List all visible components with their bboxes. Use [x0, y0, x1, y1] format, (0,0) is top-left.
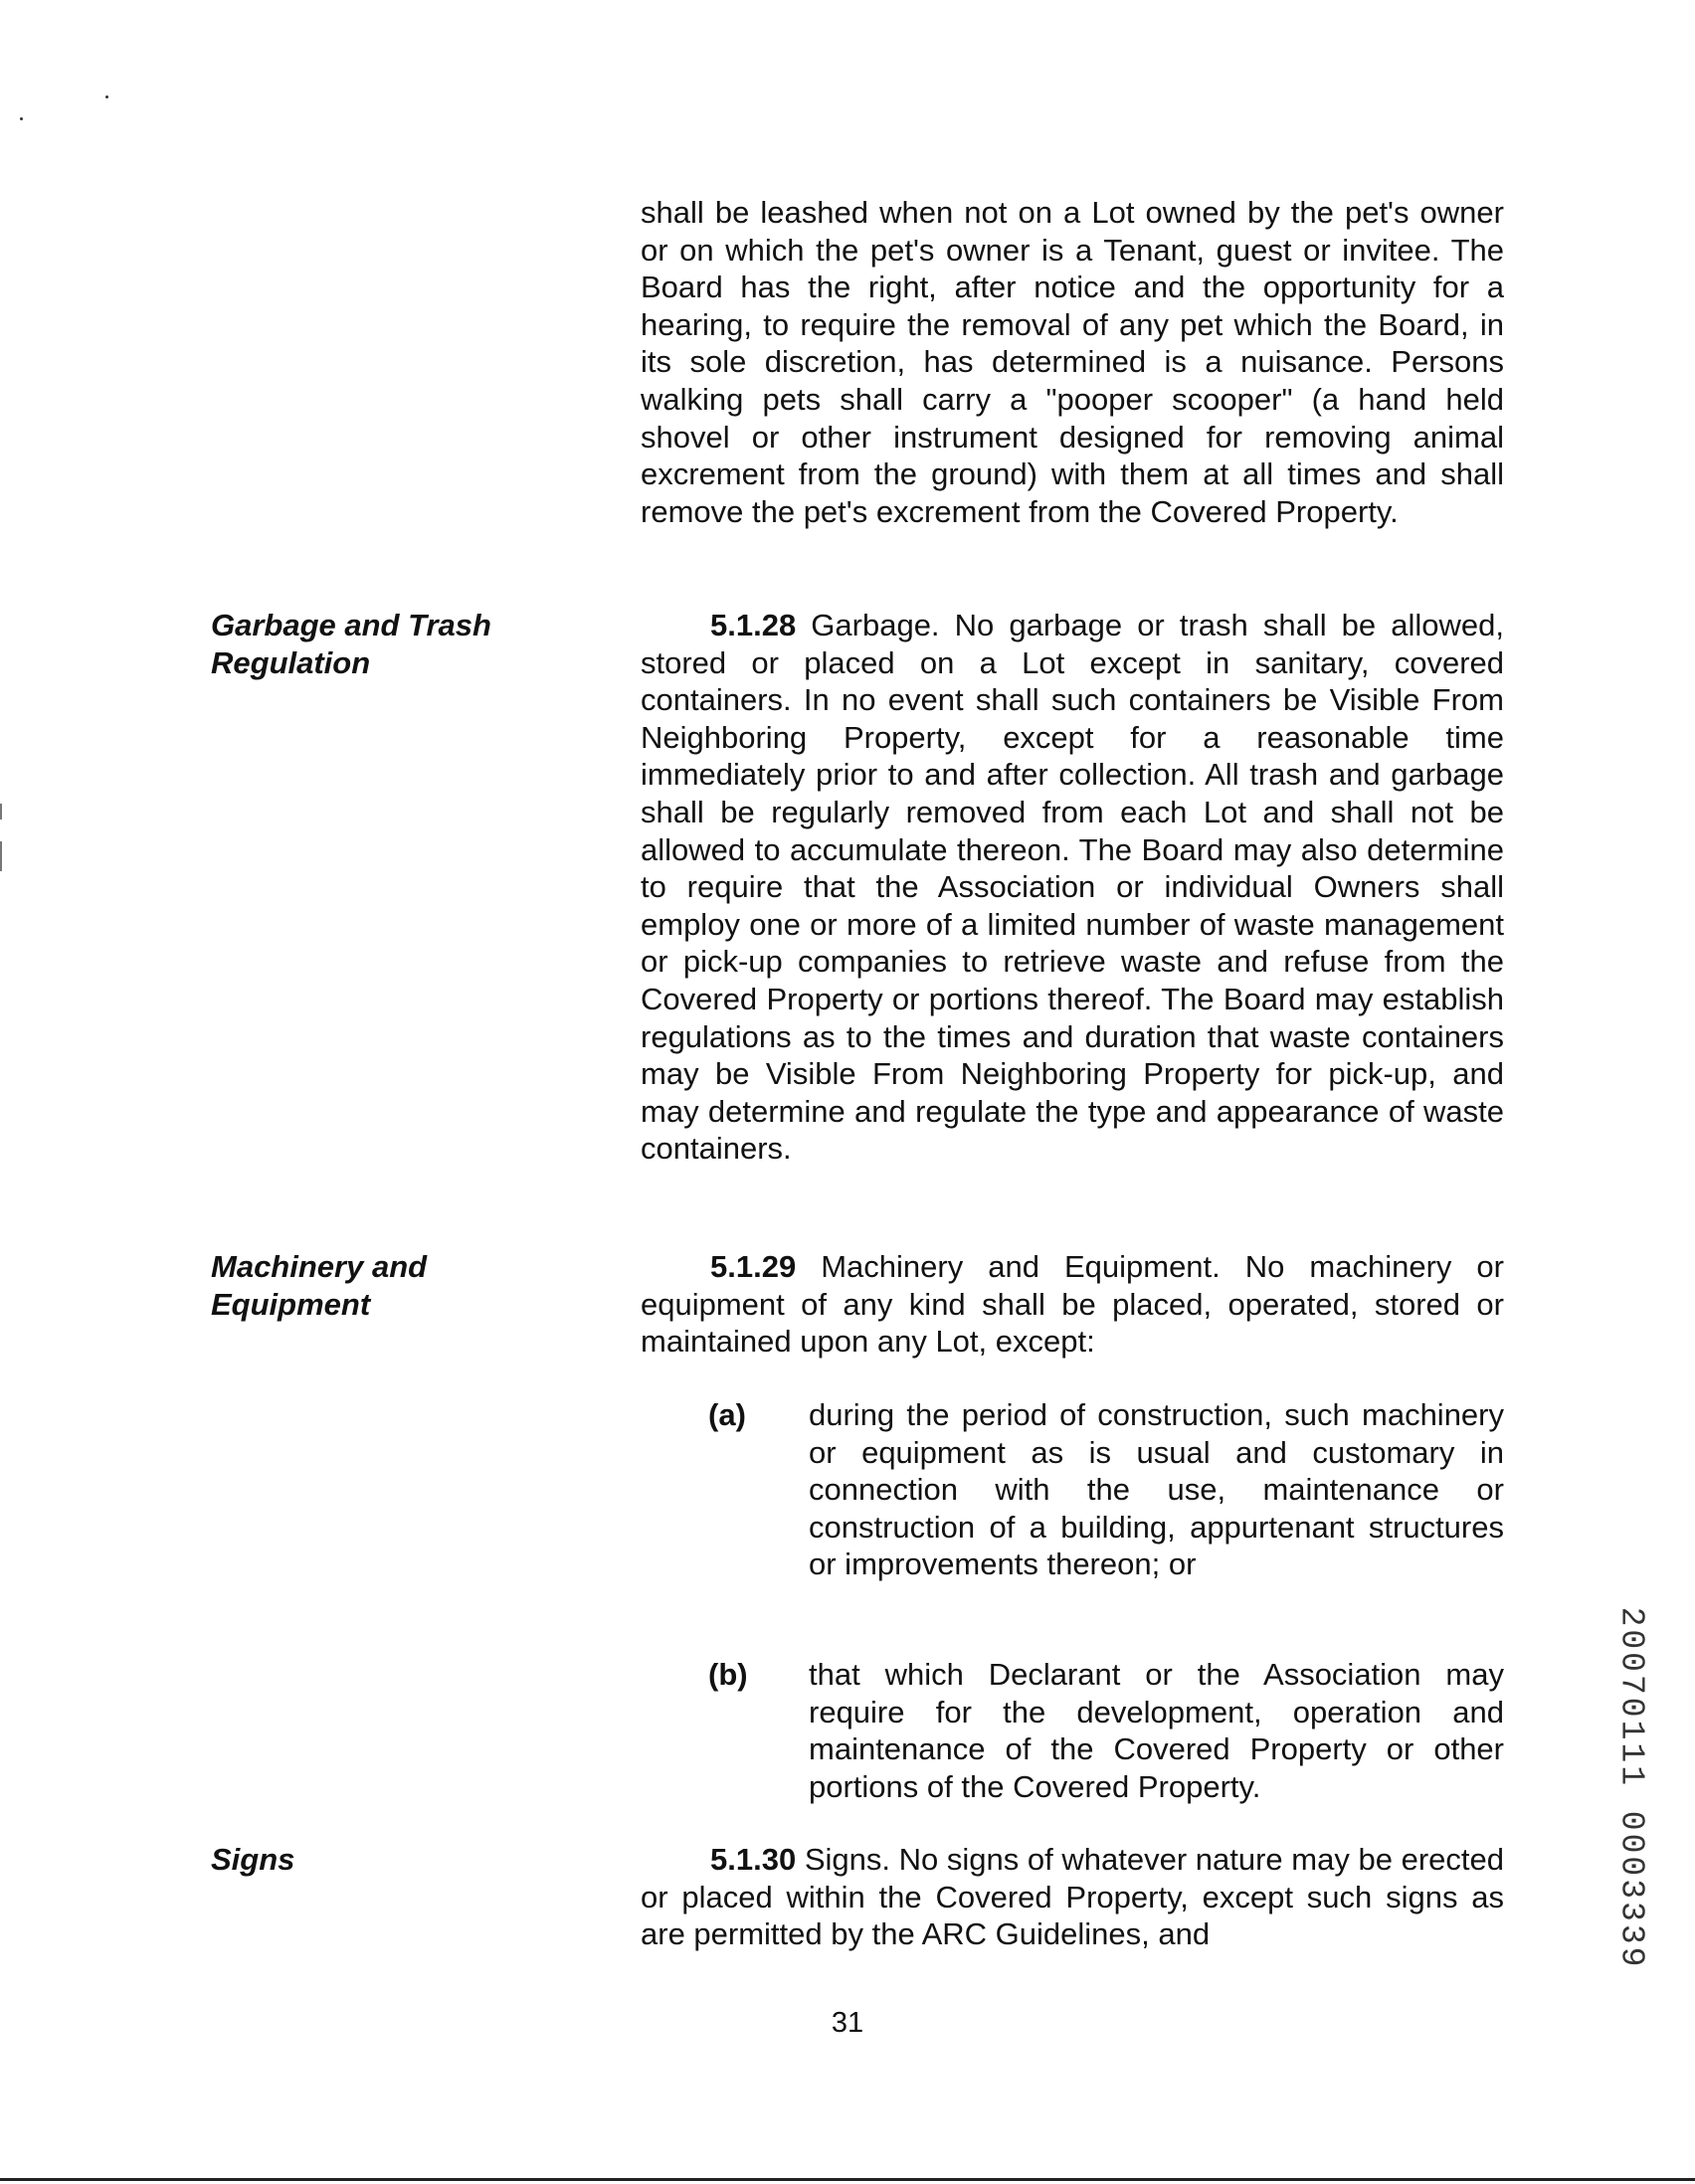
signs-section — [641, 1841, 1504, 1953]
page-number: 31 — [831, 2007, 864, 2039]
recording-stamp — [1592, 1606, 1671, 1970]
machinery-section — [641, 1248, 1504, 1361]
section-number: 5.1.28 — [710, 608, 797, 642]
stamp-text: 20070111 0003339 — [1612, 1606, 1650, 1970]
machinery-side-heading: Machinery and Equipment — [211, 1249, 428, 1322]
item-label: (b) — [708, 1657, 748, 1692]
scan-edge-mark — [0, 804, 2, 819]
scan-speck — [20, 117, 23, 120]
section-text: Machinery and Equipment. No machinery or equipment of any kind shall be placed, operated, stored or maintained upon any Lot, except: — [641, 1249, 1504, 1360]
item-text: during the period of construction, such machinery or equipment as is usual and customary in connection with the use, maintenance or construction of a building, appurtenant structures or improvements thereon; or — [809, 1397, 1504, 1582]
scan-bottom-edge — [0, 2178, 1695, 2181]
scan-edge-mark — [0, 841, 2, 871]
garbage-side-heading: Garbage and Trash Regulation — [211, 608, 491, 680]
garbage-section — [641, 607, 1504, 1168]
section-number: 5.1.29 — [710, 1249, 797, 1284]
scan-speck — [105, 95, 108, 98]
intro-paragraph: shall be leashed when not on a Lot owned by the pet's owner or on which the pet's owner is a Tenant, guest or invitee. The Board has the right, after notice and the opportunity for a hearing, to require the removal of any pet which the Board, in its sole discretion, has determined is a nuisance. Persons walking pets shall carry a "pooper scooper" (a hand held shovel or other instrument designed for removing animal excrement from the ground) with them at all times and shall remove the pet's excrement from the Covered Property. — [641, 195, 1504, 529]
item-label: (a) — [708, 1397, 746, 1432]
signs-side-heading: Signs — [211, 1842, 295, 1877]
section-text: Signs. No signs of whatever nature may be erected or placed within the Covered Property, except such signs as are permitted by the ARC Guidelines, and — [641, 1842, 1504, 1952]
section-number: 5.1.30 — [710, 1842, 797, 1877]
item-text: that which Declarant or the Association may require for the development, operation and maintenance of the Covered Property or other portions of the Covered Property. — [809, 1657, 1504, 1804]
section-text: Garbage. No garbage or trash shall be allowed, stored or placed on a Lot except in sanitary, covered containers. In no event shall such containers be Visible From Neighboring Property, except for a reasonable time immediately prior to and after collection. All trash and garbage shall be regularly removed from each Lot and shall not be allowed to accumulate thereon. The Board may also determine to require that the Association or individual Owners shall employ one or more of a limited number of waste management or pick-up companies to retrieve waste and refuse from the Covered Property or portions thereof. The Board may establish regulations as to the times and duration that waste containers may be Visible From Neighboring Property for pick-up, and may determine and regulate the type and appearance of waste containers. — [641, 608, 1504, 1167]
